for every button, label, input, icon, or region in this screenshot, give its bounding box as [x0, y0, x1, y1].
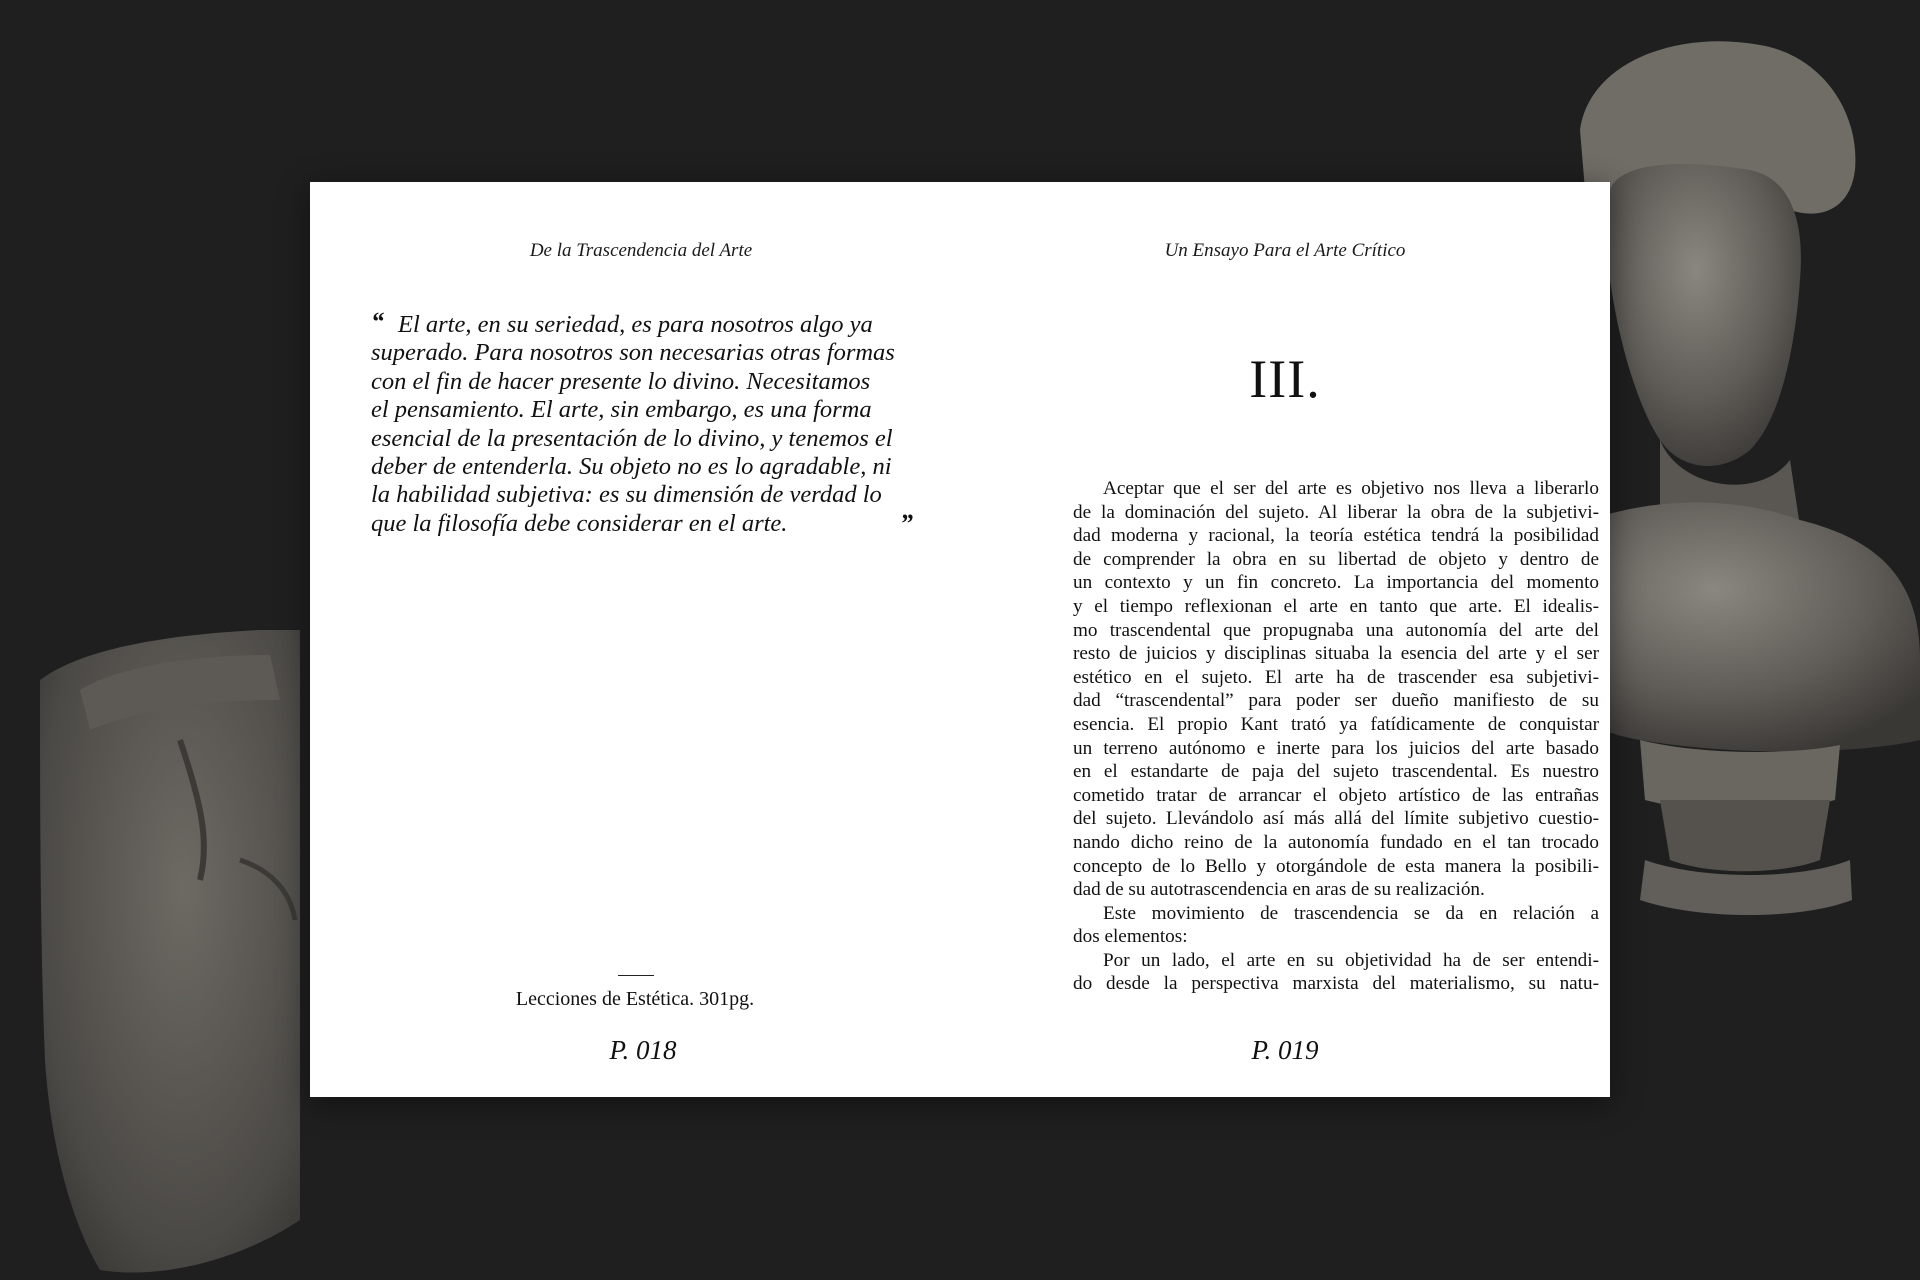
quote-line: con el fin de hacer presente lo divino. Necesitamos [371, 367, 871, 395]
right-running-head: Un Ensayo Para el Arte Crítico [1164, 240, 1406, 261]
body-line: en el estandarte de paja del sujeto trascendental. Es nuestro [1073, 761, 1599, 783]
body-line: un contexto y un fin concreto. La importancia del momento [1073, 572, 1599, 594]
quote-line: deber de entenderla. Su objeto no es lo agradable, ni [371, 453, 892, 481]
right-page [960, 182, 1610, 1097]
right-page-number: P. 019 [1251, 1035, 1319, 1065]
body-line: dad de su autotrascendencia en aras de su realización. [1073, 879, 1485, 901]
body-line: dad moderna y racional, la teoría estética tendrá la posibilidad [1073, 525, 1599, 547]
body-line: dos elementos: [1073, 926, 1188, 948]
body-line: Aceptar que el ser del arte es objetivo nos lleva a liberarlo [1103, 478, 1599, 499]
left-page-number: P. 018 [609, 1035, 677, 1065]
book-spread [310, 182, 1610, 1097]
source-divider [618, 975, 654, 976]
body-line: concepto de lo Bello y otorgándole de esta manera la posibili- [1073, 855, 1599, 877]
body-line: do desde la perspectiva marxista del materialismo, su natu- [1073, 973, 1599, 995]
body-line: y el tiempo reflexionan el arte en tanto que arte. El idealis- [1073, 595, 1599, 617]
body-line: Por un lado, el arte en su objetividad ha de ser entendi- [1103, 949, 1599, 971]
body-line: estético en el sujeto. El arte ha de trascender esa subjetivi- [1073, 666, 1599, 688]
body-line: Este movimiento de trascendencia se da en relación a [1103, 902, 1599, 924]
body-line: de la dominación del sujeto. Al liberar la obra de la subjetivi- [1073, 501, 1599, 523]
body-line: de comprender la obra en su libertad de objeto y dentro de [1073, 548, 1599, 570]
quote-line: que la filosofía debe considerar en el arte. [371, 509, 788, 537]
body-line: cometido tratar de arrancar el objeto artístico de las entrañas [1073, 784, 1599, 806]
open-quote-mark: “ [371, 307, 384, 336]
quote-line: la habilidad subjetiva: es su dimensión de verdad lo [371, 481, 882, 509]
quote-line: “ El arte, en su seriedad, es para nosotros algo ya [371, 307, 873, 338]
body-line: del sujeto. Llevándolo así más allá del límite subjetivo cuestio- [1073, 808, 1599, 830]
quote-line: superado. Para nosotros son necesarias otras formas [371, 339, 895, 367]
body-line: nando dicho reino de la autonomía fundado en el tan trocado [1073, 831, 1599, 853]
left-page [310, 182, 960, 1097]
body-line: esencia. El propio Kant trató ya fatídicamente de conquistar [1073, 713, 1599, 735]
quote-line: el pensamiento. El arte, sin embargo, es una forma [371, 396, 872, 424]
chapter-number: III. [1249, 349, 1321, 409]
body-text [1073, 477, 1599, 996]
quote-line: esencial de la presentación de lo divino, y tenemos el [371, 424, 893, 452]
close-quote-mark: ” [900, 508, 913, 538]
left-running-head: De la Trascendencia del Arte [529, 240, 753, 261]
epigraph-quote [371, 307, 913, 538]
quote-source: Lecciones de Estética. 301pg. [515, 988, 755, 1010]
body-line: un terreno autónomo e inerte para los juicios del arte basado [1073, 737, 1599, 759]
body-line: dad “trascendental” para poder ser dueño manifiesto de su [1073, 690, 1599, 712]
body-line: mo trascendental que propugnaba una autonomía del arte del [1073, 619, 1599, 641]
body-line: resto de juicios y disciplinas situaba la esencia del arte y el ser [1073, 643, 1599, 665]
